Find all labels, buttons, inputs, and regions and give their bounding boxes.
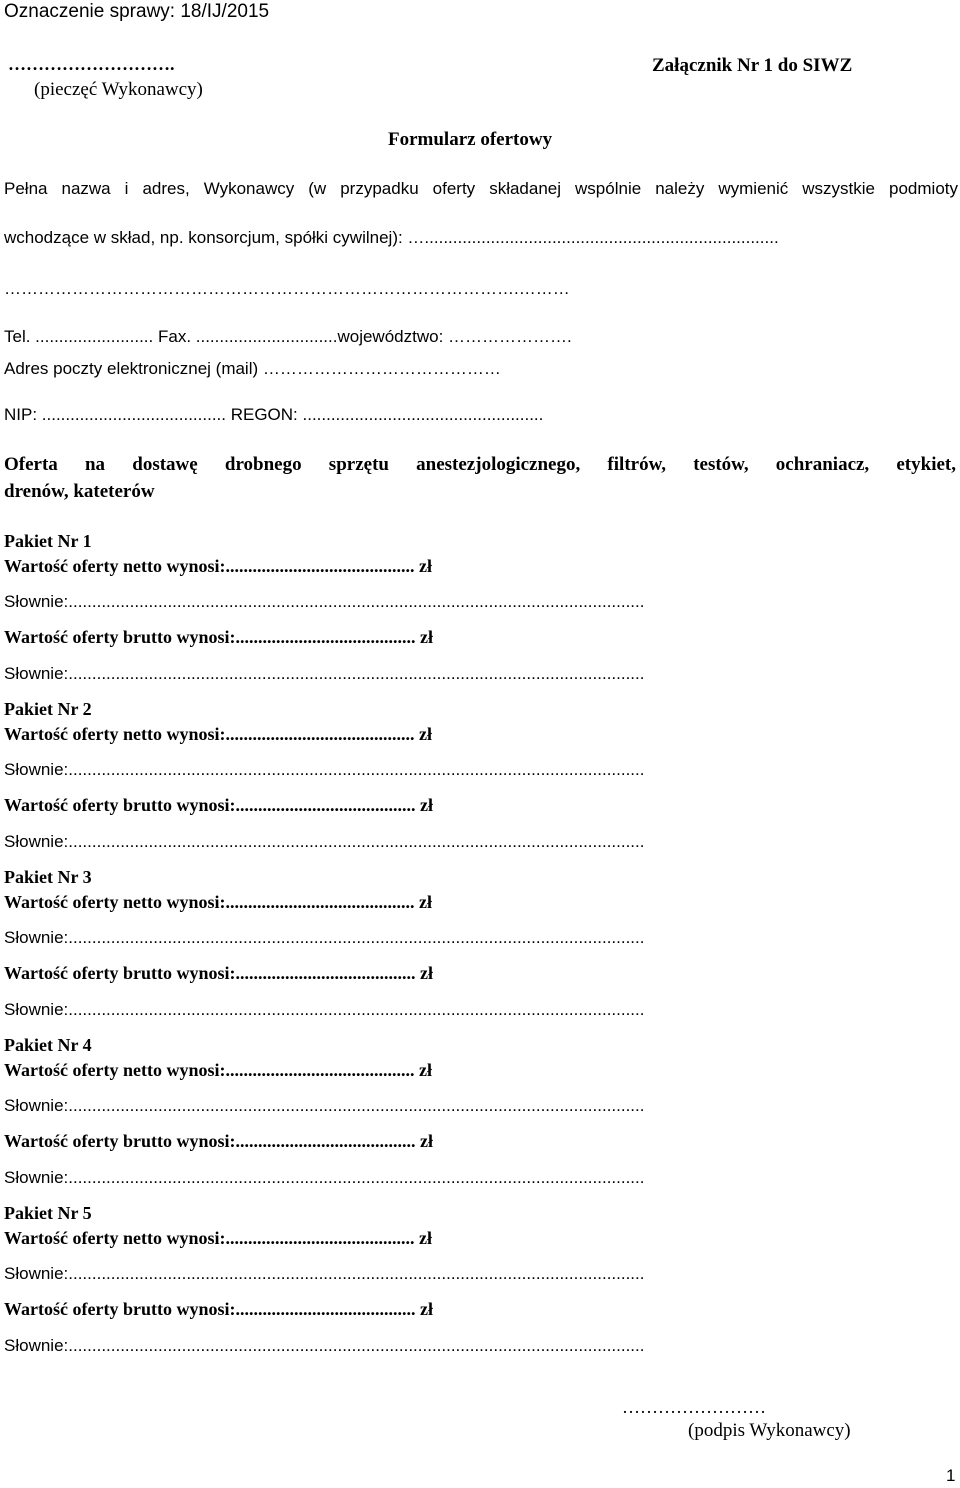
netto-words: Słownie:.......................................................................................................................... bbox=[4, 592, 645, 611]
package-title: Pakiet Nr 1 bbox=[4, 531, 92, 551]
netto-value: Wartość oferty netto wynosi:.......................................... zł bbox=[4, 1060, 432, 1080]
netto-words: Słownie:.......................................................................................................................... bbox=[4, 1096, 645, 1115]
brutto-value: Wartość oferty brutto wynosi:........................................ zł bbox=[4, 795, 433, 815]
netto-value: Wartość oferty netto wynosi:.......................................... zł bbox=[4, 556, 432, 576]
tel-fax-line: Tel. ......................... Fax. ..............................województwo: …………………. bbox=[4, 327, 572, 346]
attachment-label: Załącznik Nr 1 do SIWZ bbox=[652, 55, 853, 76]
netto-words: Słownie:.......................................................................................................................... bbox=[4, 928, 645, 947]
package-title: Pakiet Nr 2 bbox=[4, 699, 92, 719]
email-line: Adres poczty elektronicznej (mail) …………………………………… bbox=[4, 359, 501, 378]
brutto-words: Słownie:.......................................................................................................................... bbox=[4, 1336, 645, 1355]
brutto-value: Wartość oferty brutto wynosi:........................................ zł bbox=[4, 1299, 433, 1319]
brutto-value: Wartość oferty brutto wynosi:........................................ zł bbox=[4, 627, 433, 647]
signature-label: (podpis Wykonawcy) bbox=[688, 1420, 851, 1441]
package-title: Pakiet Nr 4 bbox=[4, 1035, 92, 1055]
netto-value: Wartość oferty netto wynosi:.......................................... zł bbox=[4, 724, 432, 744]
netto-value: Wartość oferty netto wynosi:.......................................... zł bbox=[4, 892, 432, 912]
nip-regon-line: NIP: ....................................... REGON: ................................................... bbox=[4, 405, 544, 424]
netto-words: Słownie:.......................................................................................................................... bbox=[4, 1264, 645, 1283]
stamp-dots: ………………………. bbox=[8, 54, 175, 74]
offer-line-1: Oferta na dostawę drobnego sprzętu anestezjologicznego, filtrów, testów, ochraniacz, etykiet, bbox=[4, 454, 956, 475]
signature-dots: …………………… bbox=[622, 1397, 766, 1417]
package-title: Pakiet Nr 5 bbox=[4, 1203, 92, 1223]
contractor-line-3: ……………………………………………………………………………….……… bbox=[4, 279, 570, 298]
case-number: Oznaczenie sprawy: 18/IJ/2015 bbox=[4, 1, 270, 22]
brutto-words: Słownie:.......................................................................................................................... bbox=[4, 832, 645, 851]
brutto-words: Słownie:.......................................................................................................................... bbox=[4, 1000, 645, 1019]
brutto-words: Słownie:.......................................................................................................................... bbox=[4, 1168, 645, 1187]
contractor-line-1: Pełna nazwa i adres, Wykonawcy (w przypadku oferty składanej wspólnie należy wymienić wszystkie podmioty bbox=[4, 179, 958, 198]
page-number: 1 bbox=[946, 1466, 956, 1485]
contractor-line-2: wchodzące w skład, np. konsorcjum, spółki cywilnej): …........................................................................... bbox=[4, 228, 779, 247]
brutto-value: Wartość oferty brutto wynosi:........................................ zł bbox=[4, 963, 433, 983]
offer-line-2: drenów, kateterów bbox=[4, 481, 155, 502]
netto-words: Słownie:.......................................................................................................................... bbox=[4, 760, 645, 779]
stamp-label: (pieczęć Wykonawcy) bbox=[34, 79, 203, 100]
package-title: Pakiet Nr 3 bbox=[4, 867, 92, 887]
brutto-value: Wartość oferty brutto wynosi:........................................ zł bbox=[4, 1131, 433, 1151]
netto-value: Wartość oferty netto wynosi:.......................................... zł bbox=[4, 1228, 432, 1248]
form-title: Formularz ofertowy bbox=[388, 129, 553, 150]
brutto-words: Słownie:.......................................................................................................................... bbox=[4, 664, 645, 683]
